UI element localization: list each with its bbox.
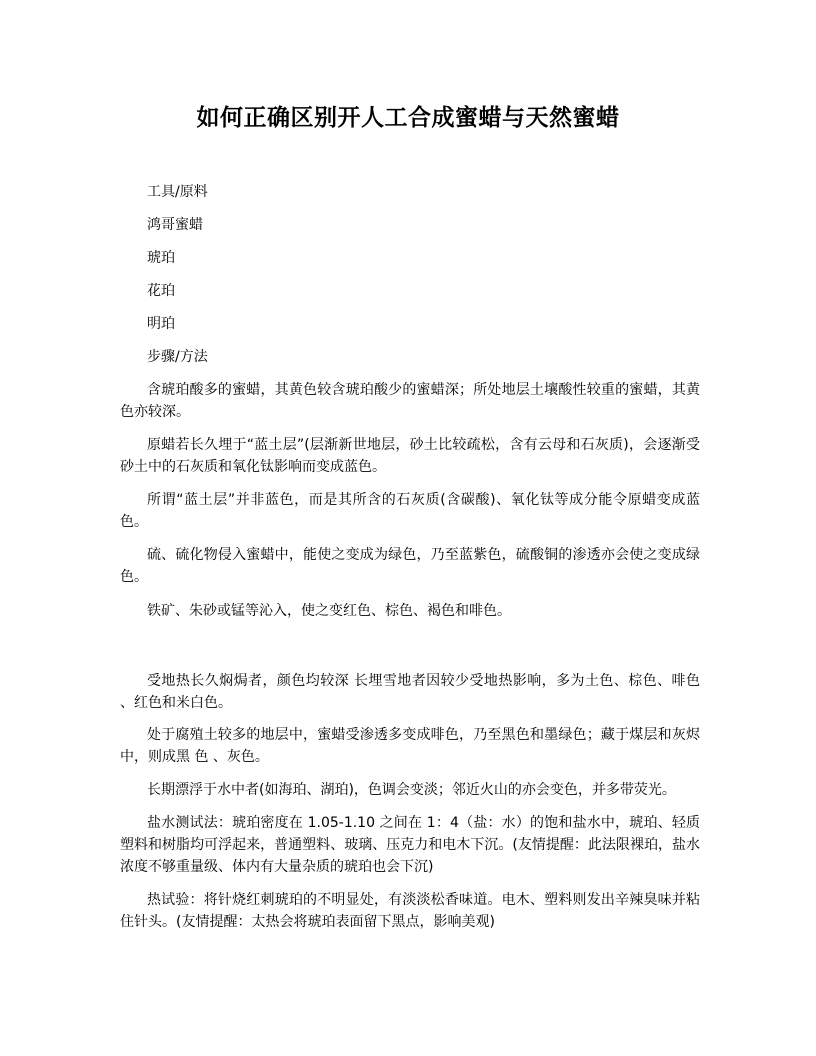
- material-item: 花珀: [147, 283, 175, 299]
- step-paragraph: 热试验：将针烧红刺琥珀的不明显处，有淡淡松香味道。电木、塑料则发出辛辣臭味并粘住针头。(友情提醒：太热会将琥珀表面留下黑点，影响美观): [120, 892, 700, 930]
- step-paragraph: 硫、硫化物侵入蜜蜡中，能使之变成为绿色，乃至蓝紫色，硫酸铜的渗透亦会使之变成绿色。: [120, 547, 700, 585]
- materials-heading: 工具/原料: [147, 184, 208, 200]
- step-paragraph: 长期漂浮于水中者(如海珀、湖珀)，色调会变淡；邻近火山的亦会变色，并多带荧光。: [147, 782, 676, 798]
- document-title: 如何正确区别开人工合成蜜蜡与天然蜜蜡: [196, 104, 620, 131]
- steps-heading: 步骤/方法: [147, 349, 208, 365]
- step-paragraph: 原蜡若长久埋于“蓝土层”(层渐新世地层，砂土比较疏松，含有云母和石灰质)，会逐渐受砂土中的石灰质和氧化钛影响而变成蓝色。: [120, 437, 700, 475]
- step-paragraph: 受地热长久焖焗者，颜色均较深 长埋雪地者因较少受地热影响，多为土色、棕色、啡色 、红色和米白色。: [120, 673, 700, 711]
- step-paragraph: 盐水测试法：琥珀密度在 1.05-1.10 之间在 1：4（盐：水）的饱和盐水中，琥珀、轻质塑料和树脂均可浮起来，普通塑料、玻璃、压克力和电木下沉。(友情提醒：此法限裸珀，盐水浓度不够重量级、体内有大量杂质的琥珀也会下沉): [120, 815, 700, 875]
- step-paragraph: 所谓“蓝土层”并非蓝色，而是其所含的石灰质(含碳酸)、氧化钛等成分能令原蜡变成蓝色。: [120, 492, 700, 530]
- step-paragraph: 含琥珀酸多的蜜蜡，其黄色较含琥珀酸少的蜜蜡深；所处地层土壤酸性较重的蜜蜡，其黄色亦较深。: [120, 382, 700, 420]
- material-item: 明珀: [147, 316, 175, 332]
- step-paragraph: 铁矿、朱砂或锰等沁入，使之变红色、棕色、褐色和啡色。: [147, 603, 511, 619]
- material-item: 琥珀: [147, 250, 175, 266]
- step-paragraph: 处于腐殖土较多的地层中，蜜蜡受渗透多变成啡色，乃至黑色和墨绿色；藏于煤层和灰烬中，则成黑 色 、灰色。: [120, 727, 700, 765]
- material-item: 鸿哥蜜蜡: [147, 217, 203, 233]
